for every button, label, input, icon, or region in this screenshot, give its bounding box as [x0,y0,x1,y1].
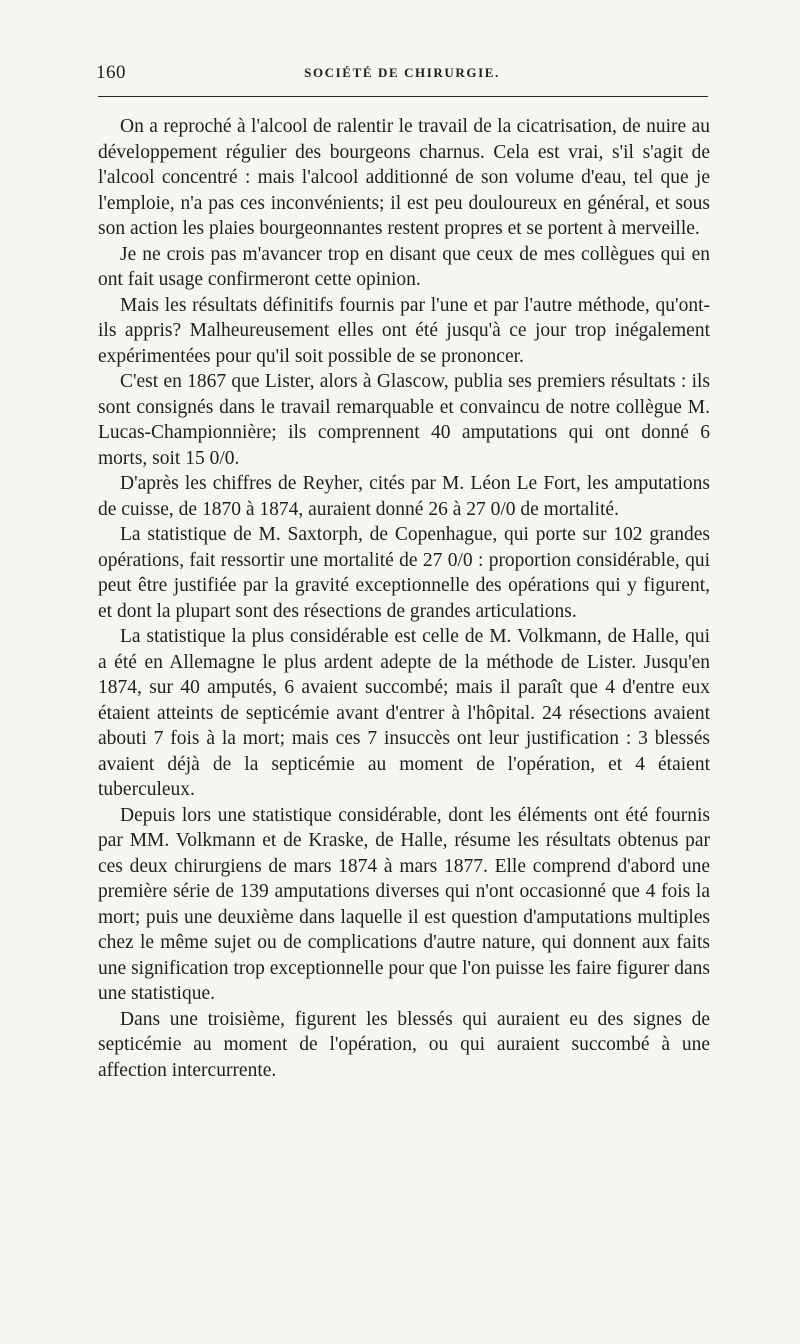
paragraph-definitive-results: Mais les résultats définitifs fournis par l'une et par l'autre méthode, qu'ont-ils appris? Malheureusement elles ont été jusqu'à ce jour trop inégalement expérimentées pour qu'il soit possible de se prononcer. [98,294,710,367]
paragraph-alcohol-criticism: On a reproché à l'alcool de ralentir le travail de la cicatrisation, de nuire au développement régulier des bourgeons charnus. Cela est vrai, s'il s'agit de l'alcool concentré : mais l'alcool additionné de son volume d'eau, tel que je l'emploie, n'a pas ces inconvénients; il est peu douloureux en général, et sous son action les plaies bourgeonnantes restent propres et se portent à merveille. [98,116,710,239]
paragraph-saxtorph-statistics: La statistique de M. Saxtorph, de Copenhague, qui porte sur 102 grandes opérations, fait ressortir une mortalité de 27 0/0 : proportion considérable, qui peut être justifiée par la gravité exceptionnelle des opérations qui y figurent, et dont la plupart sont des résections de grandes articulations. [98,524,710,622]
running-title: SOCIÉTÉ DE CHIRURGIE. [304,65,500,80]
header-rule [98,96,708,97]
running-head [96,62,708,86]
paragraph-third-series: Dans une troisième, figurent les blessés qui auraient eu des signes de septicémie au moment de l'opération, ou qui auraient succombé à une affection intercurrente. [98,1008,710,1081]
paragraph-colleagues-opinion: Je ne crois pas m'avancer trop en disant que ceux de mes collègues qui en ont fait usage confirmeront cette opinion. [98,243,710,290]
paragraph-volkmann-statistics: La statistique la plus considérable est celle de M. Volkmann, de Halle, qui a été en Allemagne le plus ardent adepte de la méthode de Lister. Jusqu'en 1874, sur 40 amputés, 6 avaient succombé; mais il paraît que 4 d'entre eux étaient atteints de septicémie avant d'entrer à l'hôpital. 24 résections avaient abouti 7 fois à la mort; mais ces 7 insuccès ont leur justification : 3 blessés avaient déjà de la septicémie au moment de l'opération, et 4 étaient tuberculeux. [98,626,710,800]
paragraph-reyher-figures: D'après les chiffres de Reyher, cités par M. Léon Le Fort, les amputations de cuisse, de 1870 à 1874, auraient donné 26 à 27 0/0 de mortalité. [98,473,710,520]
body-text [98,114,710,1083]
page-number: 160 [96,62,126,83]
paragraph-lister-1867: C'est en 1867 que Lister, alors à Glascow, publia ses premiers résultats : ils sont consignés dans le travail remarquable et convaincu de notre collègue M. Lucas-Championnière; ils comprennent 40 amputations qui ont donné 6 morts, soit 15 0/0. [98,371,710,469]
paragraph-volkmann-kraske-series: Depuis lors une statistique considérable, dont les éléments ont été fournis par MM. Volkmann et de Kraske, de Halle, résume les résultats obtenus par ces deux chirurgiens de mars 1874 à mars 1877. Elle comprend d'abord une première série de 139 amputations diverses qui n'ont occasionné que 4 fois la mort; puis une deuxième dans laquelle il est question d'amputations multiples chez le même sujet ou de complications d'autre nature, qui donnent aux faits une signification trop exceptionnelle pour que l'on puisse les faire figurer dans une statistique. [98,804,710,1004]
